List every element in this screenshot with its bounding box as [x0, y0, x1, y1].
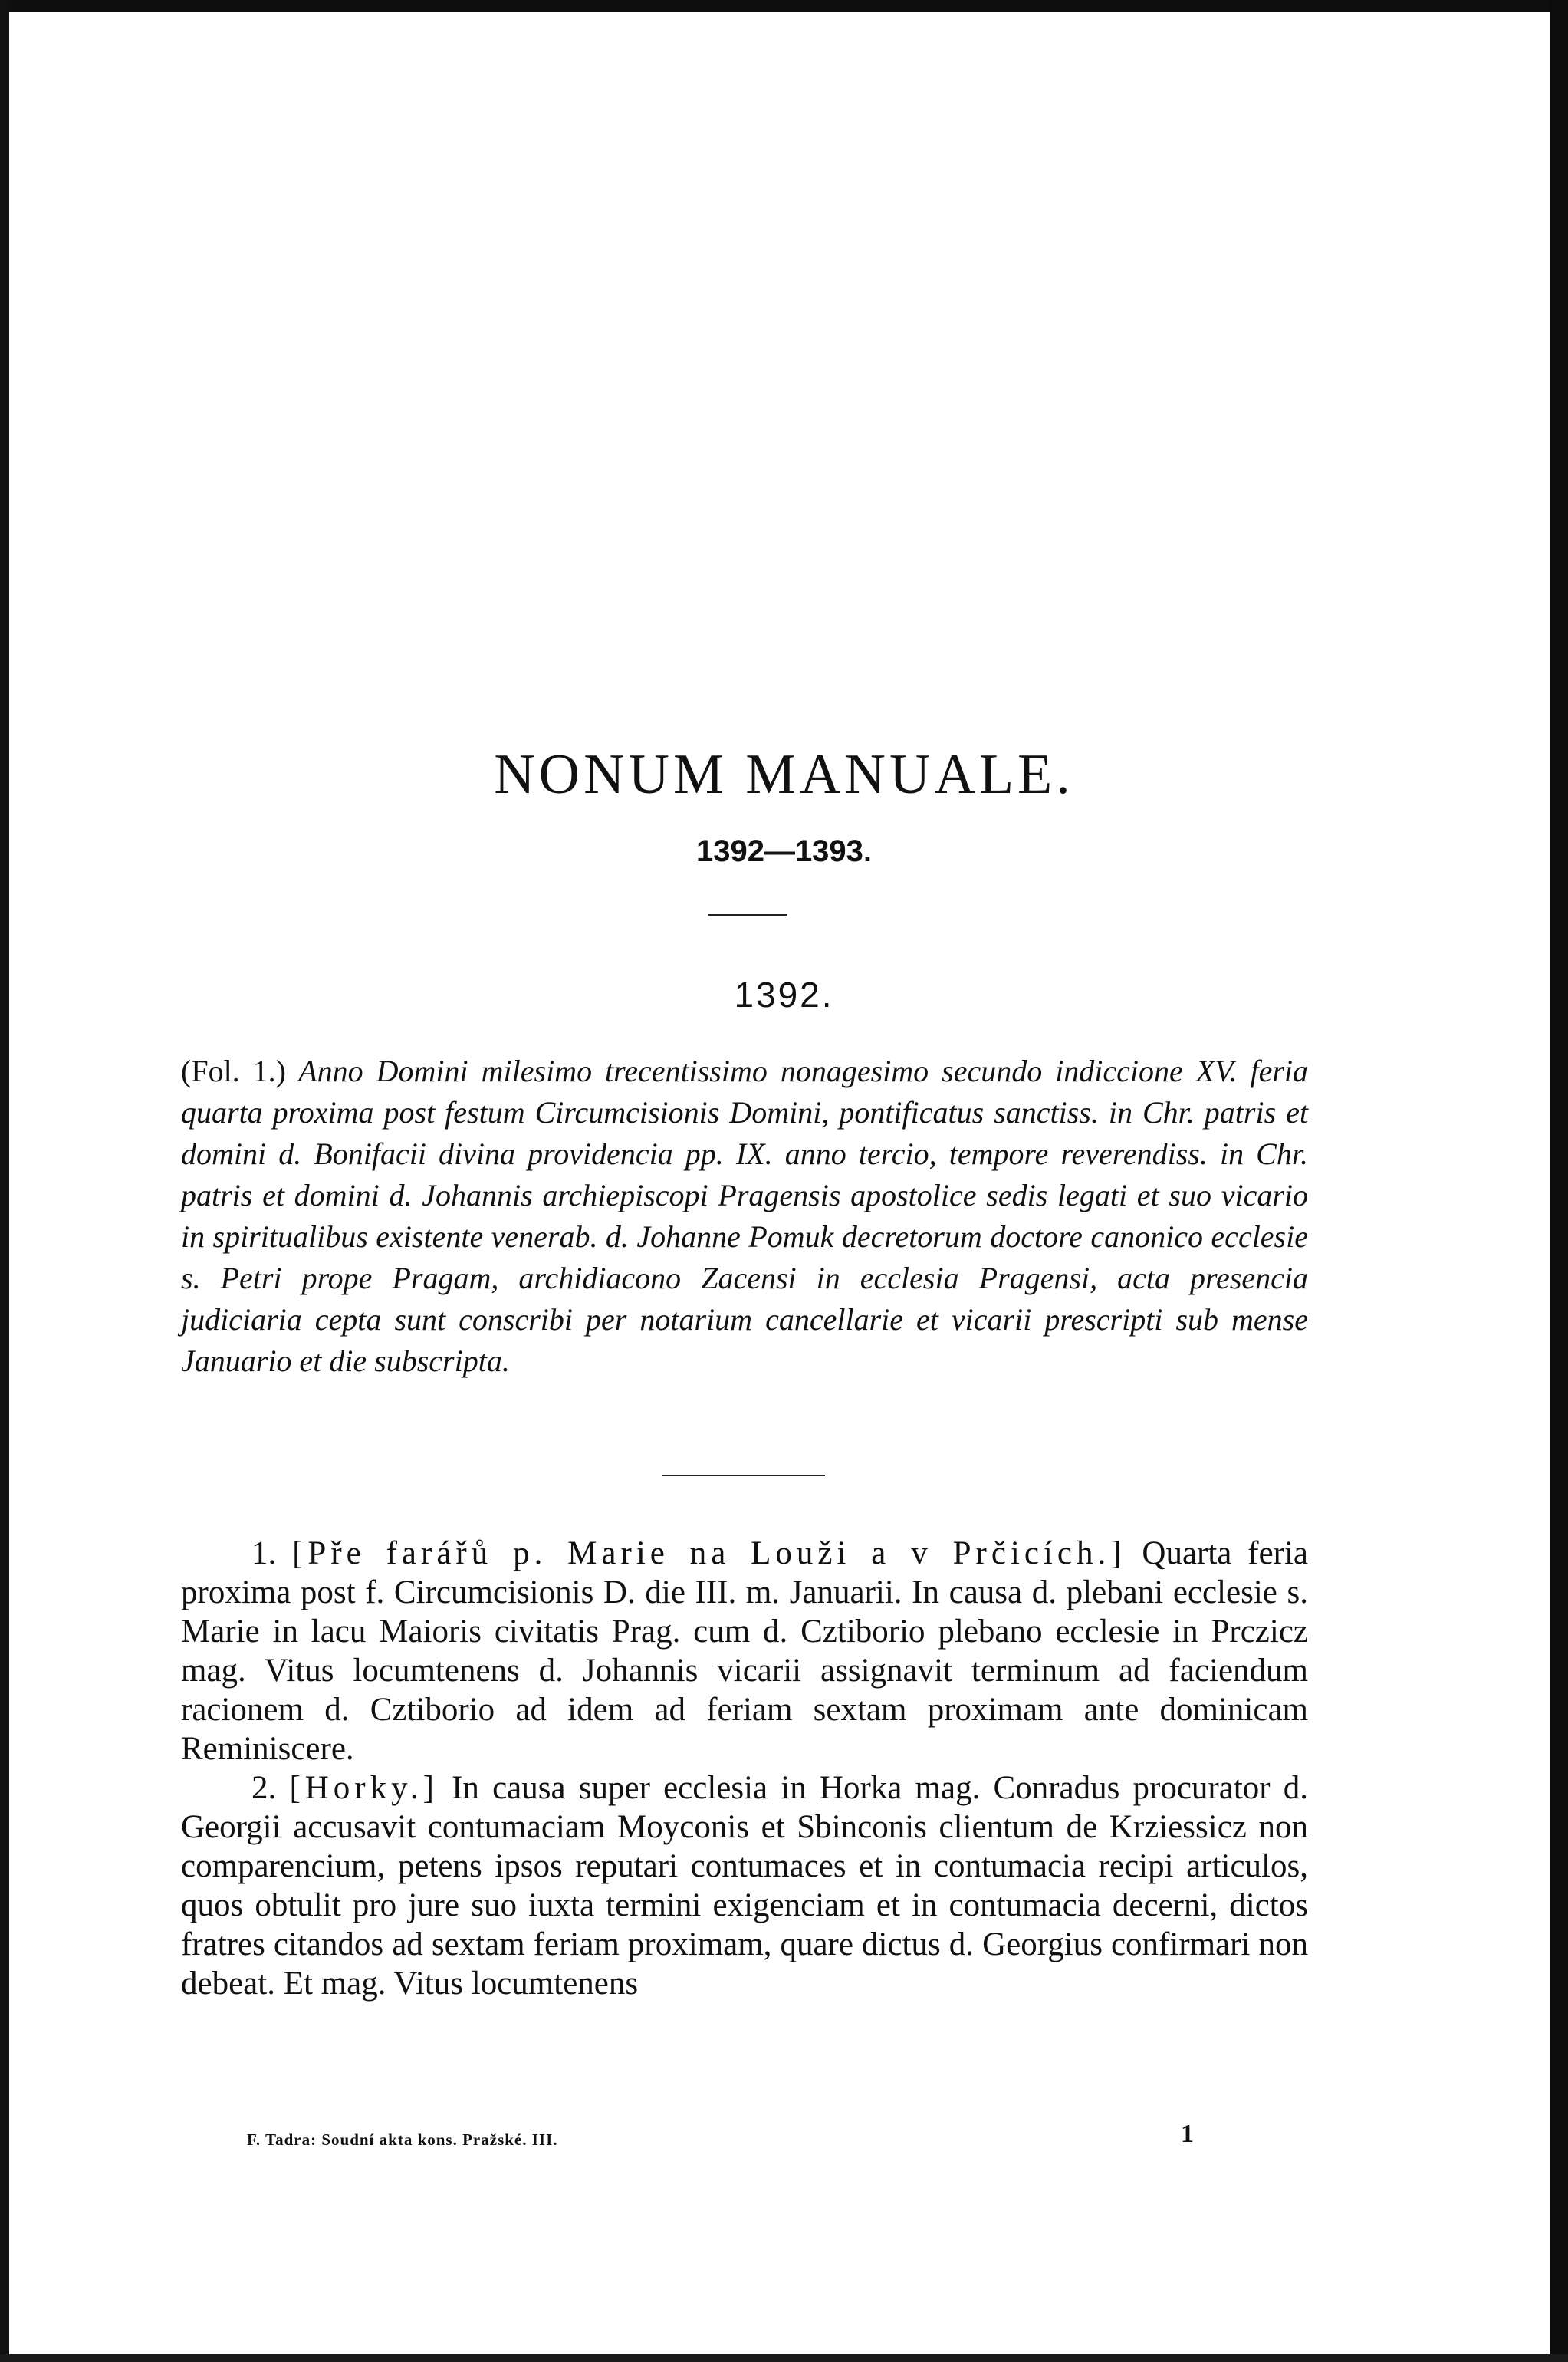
- entry-text: Quarta feria proxima post f. Circumcisionis D. die III. m. Januarii. In causa d. plebani ecclesie s. Marie in lacu Maioris civitatis Prag. cum d. Cztiborio plebano ecclesie in Prczicz mag. Vitus locumtenens d. Johannis vicarii assignavit terminum ad faciendum racionem d. Cztiborio ad idem ad feriam sextam proximam ante dominicam Reminiscere.: [181, 1535, 1309, 1767]
- footer-source: F. Tadra: Soudní akta kons. Pražské. III.: [247, 2130, 558, 2149]
- scan-border-top: [0, 0, 1568, 12]
- page-number: 1: [1181, 2120, 1194, 2148]
- page-title: NONUM MANUALE.: [494, 743, 1074, 806]
- preamble-text: Anno Domini milesimo trecentissimo nonagesimo secundo indiccione XV. feria quarta proxima post festum Circumcisionis Domini, pontificatus sanctiss. in Chr. patris et domini d. Bonifacii divina providencia pp. IX. anno tercio, tempore reverendiss. in Chr. patris et domini d. Johannis archiepiscopi Pragensis apostolice sedis legati et suo vicario in spiritualibus existente venerab. d. Johanne Pomuk decretorum doctore canonico ecclesie s. Petri prope Pragam, archidiacono Zacensi in ecclesia Pragensi, acta presencia judiciaria cepta sunt conscribi per notarium cancellarie et vicarii prescripti sub mense Januario et die subscripta.: [181, 1054, 1309, 1378]
- entries-list: [181, 1534, 1308, 2003]
- scan-border-right: [1550, 0, 1568, 2362]
- entry-2: [181, 1768, 1308, 2003]
- entry-number: 1.: [251, 1535, 277, 1571]
- entry-1: [181, 1534, 1308, 1768]
- scan-border-bottom: [0, 2354, 1568, 2362]
- entry-heading: [Horky.]: [289, 1770, 439, 1806]
- entry-number: 2.: [251, 1770, 277, 1806]
- section-year: 1392.: [734, 975, 834, 1015]
- entry-heading: [Pře farářů p. Marie na Louži a v Prčicích.]: [292, 1535, 1126, 1571]
- preamble-paragraph: [181, 1051, 1308, 1382]
- folio-reference: (Fol. 1.): [181, 1054, 286, 1088]
- scan-border-left: [0, 0, 9, 2362]
- entry-text: In causa super ecclesia in Horka mag. Conradus procurator d. Georgii accusavit contumaciam Moyconis et Sbinconis clientum de Krziessicz non comparencium, petens ipsos reputari contumaces et in contumacia recipi articulos, quos obtulit pro jure suo iuxta termini exigenciam et in contumacia decerni, dictos fratres citandos ad sextam feriam proximam, quare dictus d. Georgius confirmari non debeat. Et mag. Vitus locumtenens: [181, 1770, 1309, 2002]
- divider: [708, 914, 787, 916]
- year-range: 1392—1393.: [695, 834, 873, 868]
- divider: [662, 1475, 825, 1476]
